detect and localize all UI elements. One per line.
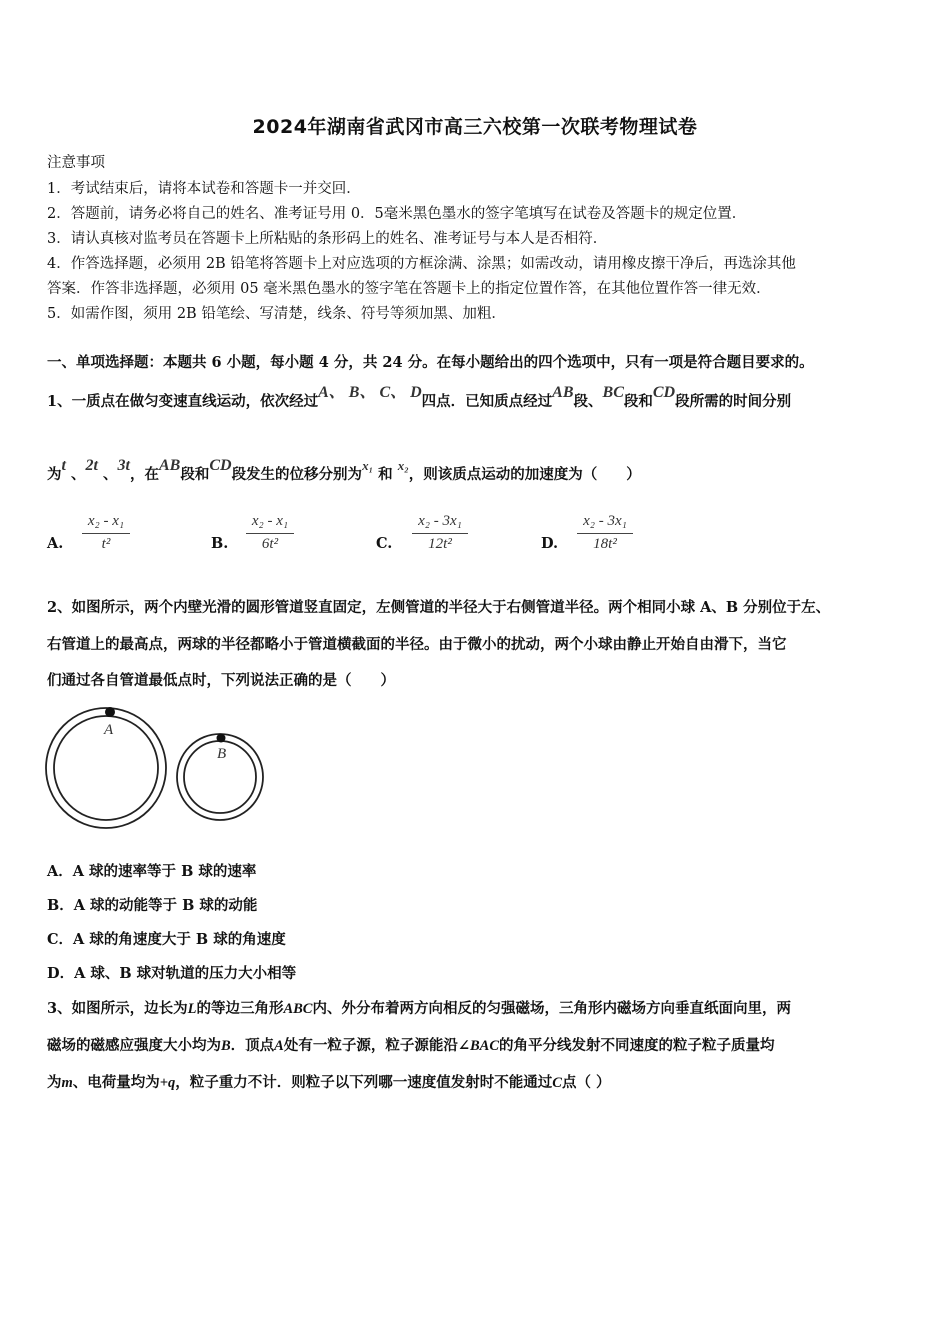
q3-text: 点（ ）	[561, 1074, 611, 1091]
q1-text: 和	[378, 466, 393, 483]
q3-text: 、电荷量均为	[72, 1074, 160, 1091]
q1-text: ，则该质点运动的加速度为（ ）	[408, 466, 641, 483]
q3-text: ，粒子重力不计．则粒子以下列哪一速度值发射时不能通过	[175, 1074, 553, 1091]
q3-var-b: B	[221, 1038, 231, 1054]
q3-var-q: +q	[159, 1075, 176, 1091]
q1-seg-cd: CD	[652, 384, 676, 401]
question-2-line: 2、如图所示，两个内壁光滑的圆形管道竖直固定，左侧管道的半径大于右侧管道半径。两个相同小球 A、B 分别位于左、	[47, 599, 831, 616]
q1-time-3: 3t	[117, 457, 130, 474]
q1-time-2: 2t	[85, 457, 98, 474]
q1-text: 段和	[623, 393, 653, 410]
fraction-denominator: 18t²	[593, 536, 617, 552]
q1-seg-cd: CD	[209, 457, 232, 474]
q1-option-d-fraction[interactable]	[571, 512, 639, 553]
q1-option-c-fraction[interactable]	[406, 512, 474, 553]
q2-option-a[interactable]: A．A 球的速率等于 B 球的速率	[47, 863, 257, 880]
q2-option-d[interactable]: D．A 球、B 球对轨道的压力大小相等	[47, 965, 297, 982]
question-3-line-2	[47, 1034, 775, 1055]
notice-item: 1．考试结束后，请将本试卷和答题卡一并交回．	[47, 181, 361, 197]
q3-var-l: L	[187, 1001, 197, 1017]
q1-x1: x₁	[362, 458, 374, 473]
pipes-figure	[40, 700, 270, 835]
q3-var-a: A	[274, 1038, 284, 1054]
notice-item: 2．答题前，请务必将自己的姓名、准考证号用 0．5毫米黑色墨水的签字笔填写在试卷及答题卡的规定位置．	[47, 206, 747, 222]
fraction-numerator: x₂ - 3x₁	[412, 513, 468, 534]
q3-text: 处有一粒子源，粒子源能沿	[283, 1037, 458, 1054]
q1-text: ，在	[129, 466, 159, 483]
q1-text: 四点．已知质点经过	[421, 393, 553, 410]
fraction-denominator: 6t²	[261, 536, 279, 552]
q1-option-c-label[interactable]: C.	[376, 535, 393, 552]
q3-var-m: m	[61, 1075, 73, 1091]
q3-text: 磁场的磁感应强度大小均为	[47, 1037, 221, 1054]
question-1-line-2	[47, 457, 641, 484]
q1-text: 1、一质点在做匀变速直线运动，依次经过	[47, 393, 319, 410]
q1-option-a-fraction[interactable]	[78, 512, 134, 553]
fraction-denominator: 12t²	[428, 536, 452, 552]
q2-option-b[interactable]: B．A 球的动能等于 B 球的动能	[47, 897, 258, 914]
q1-x2: x₂	[397, 458, 409, 473]
q1-seg-bc: BC	[602, 384, 624, 401]
fraction-numerator: x₂ - 3x₁	[577, 513, 633, 534]
notice-item: 4．作答选择题，必须用 2B 铅笔将答题卡上对应选项的方框涂满、涂黑；如需改动，请用橡皮擦干净后，再选涂其他	[47, 256, 796, 272]
question-1-line-1	[47, 384, 792, 411]
question-3-line-3	[47, 1071, 611, 1092]
q1-text: 段和	[180, 466, 210, 483]
ball-a-label: A	[104, 722, 114, 738]
q1-option-d-label[interactable]: D.	[541, 535, 559, 552]
section-heading: 一、单项选择题：本题共 6 小题，每小题 4 分，共 24 分。在每小题给出的四个选项中，只有一项是符合题目要求的。	[47, 354, 814, 371]
notice-heading: 注意事项	[47, 155, 105, 171]
notice-item: 答案．作答非选择题，必须用 05 毫米黑色墨水的签字笔在答题卡上的指定位置作答，在其他位置作答一律无效．	[47, 281, 771, 297]
q1-option-a-label[interactable]: A.	[47, 535, 64, 552]
ball-b-icon	[217, 734, 226, 743]
q1-option-b-label[interactable]: B.	[211, 535, 229, 552]
fraction-numerator: x₂ - x₁	[246, 513, 294, 534]
question-2-line: 们通过各自管道最低点时，下列说法正确的是（ ）	[47, 672, 395, 689]
q1-text: 、	[71, 466, 86, 483]
q3-text: ．顶点	[230, 1037, 275, 1054]
q3-text: 的角平分线发射不同速度的粒子粒子质量均	[499, 1037, 775, 1054]
fraction-numerator: x₂ - x₁	[82, 513, 130, 534]
q3-angle: ∠BAC	[457, 1038, 500, 1054]
q1-text: 为	[47, 466, 62, 483]
q3-var-abc: ABC	[283, 1001, 313, 1017]
ball-b-label: B	[217, 746, 227, 762]
q1-text: 段发生的位移分别为	[231, 466, 363, 483]
question-2-line: 右管道上的最高点，两球的半径都略小于管道横截面的半径。由于微小的扰动，两个小球由静止开始自由滑下，当它	[47, 636, 787, 653]
q3-text: 内、外分布着两方向相反的匀强磁场，三角形内磁场方向垂直纸面向里，两	[312, 1000, 791, 1017]
q1-option-b-fraction[interactable]	[240, 512, 300, 553]
q1-points: A、 B、 C、 D	[318, 384, 422, 401]
q3-text: 为	[47, 1074, 62, 1091]
q3-text: 的等边三角形	[196, 1000, 284, 1017]
question-3-line-1	[47, 997, 791, 1018]
q3-text: 3、如图所示，边长为	[47, 1000, 188, 1017]
notice-item: 3．请认真核对监考员在答题卡上所粘贴的条形码上的姓名、准考证号与本人是否相符．	[47, 231, 608, 247]
fraction-denominator: t²	[101, 536, 111, 552]
q3-var-c: C	[552, 1075, 562, 1091]
q1-text: 段所需的时间分别	[675, 393, 792, 410]
page-title: 2024年湖南省武冈市高三六校第一次联考物理试卷	[252, 116, 698, 138]
q1-text: 、	[103, 466, 118, 483]
q1-time-1: t	[61, 457, 66, 474]
q1-seg-ab: AB	[552, 384, 574, 401]
notice-item: 5．如需作图，须用 2B 铅笔绘、写清楚，线条、符号等须加黑、加粗．	[47, 306, 506, 322]
q1-text: 段、	[573, 393, 603, 410]
ball-a-icon	[105, 707, 115, 717]
q2-option-c[interactable]: C．A 球的角速度大于 B 球的角速度	[47, 931, 286, 948]
q1-seg-ab: AB	[158, 457, 181, 474]
